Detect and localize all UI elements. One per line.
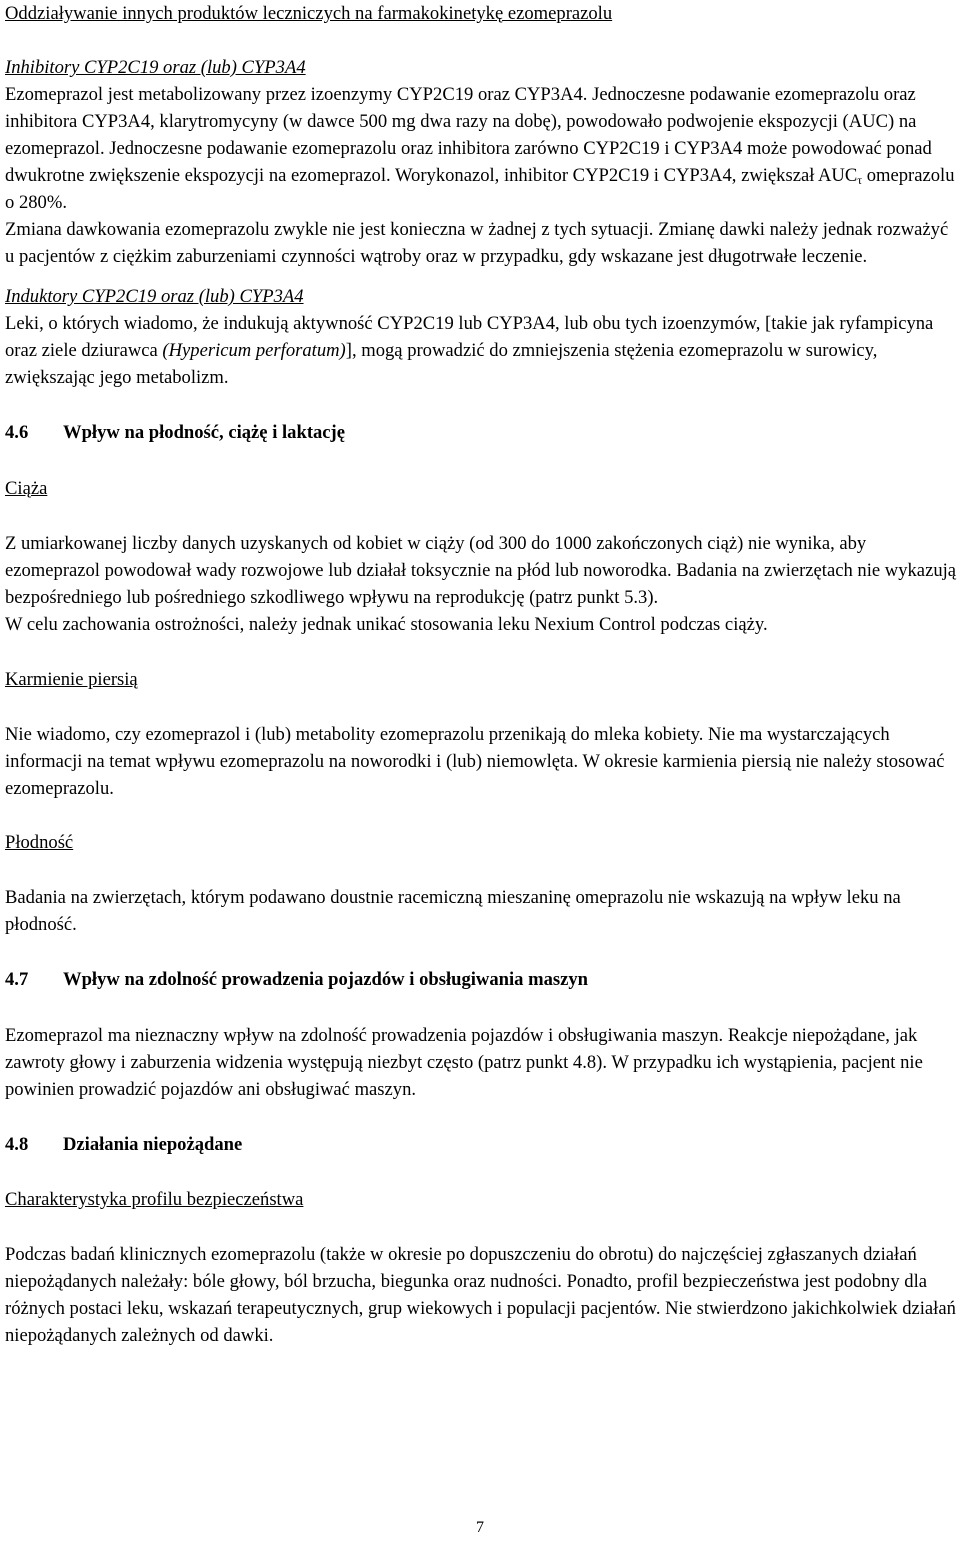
section-title: Działania niepożądane <box>63 1134 243 1155</box>
pregnancy-caution-paragraph: W celu zachowania ostrożności, należy jednak unikać stosowania leku Nexium Control podczas ciąży. <box>5 614 768 635</box>
inhibitors-paragraph <box>5 81 957 216</box>
breastfeeding-paragraph: Nie wiadomo, czy ezomeprazol i (lub) metabolity ezomeprazolu przenikają do mleka kobiety. Nie ma wystarczających informacji na temat wpływu ezomeprazolu na noworodki i (lub) niemowlęta. W okresie karmienia piersią nie należy stosować ezomeprazolu. <box>5 724 945 799</box>
inhibitors-subheading: Inhibitory CYP2C19 oraz (lub) CYP3A4 <box>5 57 306 78</box>
section-title: Wpływ na zdolność prowadzenia pojazdów i obsługiwania maszyn <box>63 969 589 990</box>
section-4-7-heading <box>5 966 957 993</box>
fertility-subheading: Płodność <box>5 832 74 853</box>
hypericum-latin-name: (Hypericum perforatum) <box>162 340 346 361</box>
inhibitors-text-main: Ezomeprazol jest metabolizowany przez izoenzymy CYP2C19 oraz CYP3A4. Jednoczesne podawanie ezomeprazolu oraz inhibitora CYP3A4, klarytromycyny (w dawce 500 mg dwa razy na dobę), powodowało podwojenie ekspozycji (AUC) na ezomeprazol. Jednoczesne podawanie ezomeprazolu oraz inhibitora zarówno CYP2C19 i CYP3A4 może powodować ponad dwukrotne zwiększenie ekspozycji na ezomeprazol. Worykonazol, inhibitor CYP2C19 i CYP3A4, zwiększał AUC <box>5 84 932 186</box>
safety-profile-paragraph: Podczas badań klinicznych ezomeprazolu (także w okresie po dopuszczeniu do obrotu) do najczęściej zgłaszanych działań niepożądanych należały: bóle głowy, ból brzucha, biegunka oraz nudności. Ponadto, profil bezpieczeństwa jest podobny dla różnych postaci leku, wskazań terapeutycznych, grup wiekowych i populacji pacjentów. Nie stwierdzono jakichkolwiek działań niepożądanych zależnych od dawki. <box>5 1244 956 1346</box>
fertility-paragraph: Badania na zwierzętach, którym podawano doustnie racemiczną mieszaninę omeprazolu nie wskazują na wpływ leku na płodność. <box>5 887 901 935</box>
section-4-8-heading <box>5 1131 957 1158</box>
dose-adjustment-paragraph: Zmiana dawkowania ezomeprazolu zwykle nie jest konieczna w żadnej z tych sytuacji. Zmianę dawki należy jednak rozważyć u pacjentów z ciężkim zaburzeniami czynności wątroby oraz w przypadku, gdy wskazane jest długotrwałe leczenie. <box>5 219 949 267</box>
document-page <box>5 0 957 1349</box>
section-4-6-heading <box>5 419 957 446</box>
inducers-subheading: Induktory CYP2C19 oraz (lub) CYP3A4 <box>5 286 304 307</box>
pregnancy-paragraph: Z umiarkowanej liczby danych uzyskanych od kobiet w ciąży (od 300 do 1000 zakończonych ciąż) nie wynika, aby ezomeprazol powodował wady rozwojowe lub działał toksycznie na płód lub noworodka. Badania na zwierzętach nie wykazują bezpośredniego lub pośredniego szkodliwego wpływu na reprodukcję (patrz punkt 5.3). <box>5 533 957 608</box>
breastfeeding-subheading: Karmienie piersią <box>5 669 138 690</box>
interactions-section-title: Oddziaływanie innych produktów leczniczych na farmakokinetykę ezomeprazolu <box>5 3 613 24</box>
pregnancy-subheading: Ciąża <box>5 478 48 499</box>
driving-paragraph: Ezomeprazol ma nieznaczny wpływ na zdolność prowadzenia pojazdów i obsługiwania maszyn. Reakcje niepożądane, jak zawroty głowy i zaburzenia widzenia występują niezbyt często (patrz punkt 4.8). W przypadku ich wystąpienia, pacjent nie powinien prowadzić pojazdów ani obsługiwać maszyn. <box>5 1025 923 1100</box>
safety-profile-subheading: Charakterystyka profilu bezpieczeństwa <box>5 1189 304 1210</box>
inducers-paragraph <box>5 310 957 391</box>
section-number: 4.7 <box>5 969 29 990</box>
section-title: Wpływ na płodność, ciążę i laktację <box>63 422 346 443</box>
inducers-text-main: Leki, o których wiadomo, że indukują aktywność CYP2C19 lub CYP3A4, lub obu tych izoenzymów, [takie jak ryfampicyna oraz ziele dziurawca <box>5 313 934 361</box>
inhibitors-text-tail: omeprazolu o 280%. <box>5 165 955 213</box>
tau-subscript: τ <box>857 173 863 187</box>
section-number: 4.6 <box>5 422 29 443</box>
inducers-text-tail: ], mogą prowadzić do zmniejszenia stężenia ezomeprazolu w surowicy, zwiększając jego metabolizm. <box>5 340 878 388</box>
section-number: 4.8 <box>5 1134 29 1155</box>
page-number: 7 <box>476 1519 484 1536</box>
